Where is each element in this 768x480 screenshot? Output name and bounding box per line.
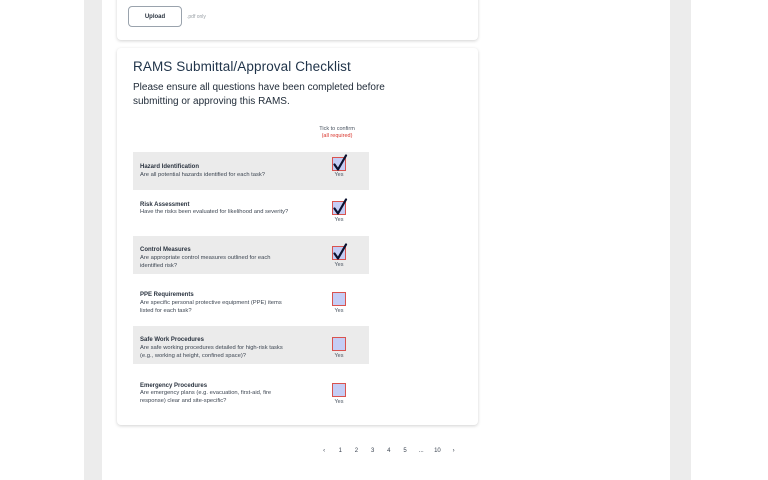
chevron-left-icon[interactable]: ‹ xyxy=(323,448,326,454)
upload-hint: .pdf only xyxy=(187,14,206,20)
tick-header-label: Tick to confirm xyxy=(319,126,355,132)
question-title: PPE Requirements xyxy=(140,292,194,298)
yes-label: Yes xyxy=(334,353,344,359)
question-description: Are safe working procedures detailed for high-risk tasks (e.g., working at height, confined space)? xyxy=(140,345,283,359)
checkmark-icon xyxy=(332,198,348,216)
question-description: Are emergency plans (e.g. evacuation, first-aid, fire response) clear and site-specific? xyxy=(140,390,272,404)
yes-label: Yes xyxy=(334,399,344,405)
page-ellipsis: ... xyxy=(418,448,424,454)
checklist-row xyxy=(133,284,369,322)
checklist-subtitle: Please ensure all questions have been completed before submitting or approving this RAMS. xyxy=(133,82,385,107)
tick-required-note: (all required) xyxy=(321,133,353,139)
tick-column-header xyxy=(309,126,365,140)
checklist-title: RAMS Submittal/Approval Checklist xyxy=(133,59,351,74)
confirm-checkbox[interactable] xyxy=(332,157,346,171)
confirm-checkbox[interactable] xyxy=(332,246,346,260)
yes-label: Yes xyxy=(334,308,344,314)
upload-card xyxy=(117,0,478,40)
question-description: Are appropriate control measures outlined for each identified risk? xyxy=(140,255,271,269)
page-link[interactable]: 3 xyxy=(370,448,375,454)
yes-label: Yes xyxy=(334,262,344,268)
page-link[interactable]: 2 xyxy=(354,448,359,454)
question-description: Have the risks been evaluated for likelihood and severity? xyxy=(140,209,289,215)
checklist-row xyxy=(133,152,369,190)
checkmark-icon xyxy=(332,154,348,172)
question-description: Are all potential hazards identified for each task? xyxy=(140,172,266,178)
chevron-right-icon[interactable]: › xyxy=(452,448,455,454)
checklist-row xyxy=(133,326,369,364)
confirm-checkbox[interactable] xyxy=(332,383,346,397)
question-title: Emergency Procedures xyxy=(140,383,208,389)
checklist-row xyxy=(133,236,369,274)
page-link[interactable]: 1 xyxy=(338,448,342,454)
pagination xyxy=(316,448,462,454)
question-title: Risk Assessment xyxy=(140,202,190,208)
page-link[interactable]: 10 xyxy=(434,448,441,454)
question-title: Hazard Identification xyxy=(140,164,200,170)
checklist-row xyxy=(133,375,369,413)
confirm-checkbox[interactable] xyxy=(332,201,346,215)
upload-button[interactable]: Upload xyxy=(128,6,182,27)
question-title: Safe Work Procedures xyxy=(140,337,204,343)
rams-checklist-card xyxy=(117,48,478,425)
page-link[interactable]: 4 xyxy=(387,448,391,454)
checklist-row xyxy=(133,197,369,235)
question-title: Control Measures xyxy=(140,247,191,253)
yes-label: Yes xyxy=(334,172,344,178)
question-description: Are specific personal protective equipment (PPE) items listed for each task? xyxy=(140,300,282,314)
confirm-checkbox[interactable] xyxy=(332,292,346,306)
confirm-checkbox[interactable] xyxy=(332,337,346,351)
yes-label: Yes xyxy=(334,217,344,223)
checkmark-icon xyxy=(332,243,348,261)
page-link[interactable]: 5 xyxy=(403,448,407,454)
